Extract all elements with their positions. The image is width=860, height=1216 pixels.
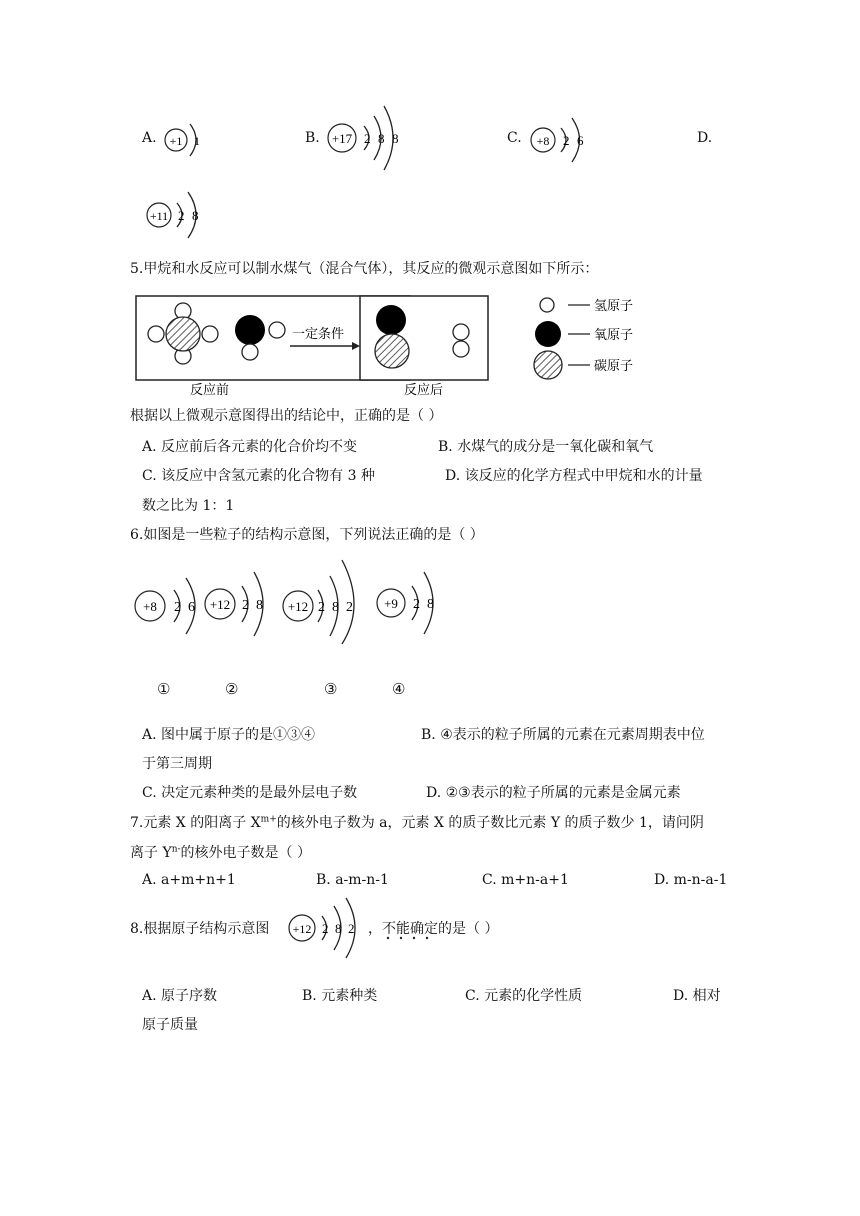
q4-c-shell-2: 6 xyxy=(577,133,584,148)
q8-emphasis-dots xyxy=(384,931,434,945)
q6-p2-nucleus: +12 xyxy=(209,597,231,612)
q4-d-nucleus: +11 xyxy=(149,209,169,223)
q8-option-b[interactable]: B. 元素种类 xyxy=(302,988,378,1004)
q7-option-c[interactable]: C. m+n-a+1 xyxy=(482,872,569,888)
h-atom xyxy=(453,341,469,357)
q6-p4-shell-2: 8 xyxy=(427,597,434,612)
q6-option-b[interactable]: B. ④表示的粒子所属的元素在元素周期表中位 xyxy=(421,727,705,743)
q8-shell-3: 2 xyxy=(348,921,355,936)
q6-p4-shell-1: 2 xyxy=(413,597,420,612)
after-box xyxy=(360,296,488,380)
q7-stem-line2: 离子 $Y^{n-}$的核外电子数是（ ） xyxy=(130,844,311,861)
arrow-label: 一定条件 xyxy=(292,326,345,341)
h-atom xyxy=(269,322,285,338)
legend-c-label: 碳原子 xyxy=(594,358,634,373)
q6-p3-shell-3: 2 xyxy=(346,600,353,615)
q4-a-shell-1: 1 xyxy=(194,134,200,148)
q6-particles-diagram xyxy=(130,556,460,646)
legend-h-label: 氢原子 xyxy=(594,298,634,313)
q4-b-shell-2: 8 xyxy=(378,131,385,146)
q4-option-b-diagram xyxy=(322,100,412,176)
q4-option-c-diagram xyxy=(527,108,597,172)
q7-option-a[interactable]: A. a+m+n+1 xyxy=(142,872,236,888)
q5-option-a[interactable]: A. 反应前后各元素的化合价均不变 xyxy=(142,439,358,455)
q6-p1-nucleus: +8 xyxy=(143,599,157,614)
q6-p1-shell-1: 2 xyxy=(174,600,181,615)
q8-option-d-cont: 原子质量 xyxy=(142,1017,198,1033)
legend-o-label: 氧原子 xyxy=(594,327,634,342)
h-atom xyxy=(242,344,258,360)
legend-c-swatch xyxy=(534,351,562,379)
after-label: 反应后 xyxy=(404,382,444,397)
legend-o-swatch xyxy=(535,321,561,347)
q7-sup-2: n- xyxy=(171,844,181,855)
q6-option-a[interactable]: A. 图中属于原子的是①③④ xyxy=(142,727,316,743)
q6-option-b-cont: 于第三周期 xyxy=(142,756,212,772)
q4-a-nucleus: +1 xyxy=(169,134,183,148)
q7-sup-1: m+ xyxy=(260,814,277,825)
q8-stem-b: ，不能确定的是（ ） xyxy=(368,921,499,937)
legend-h-swatch xyxy=(540,298,554,312)
q8-nucleus: +12 xyxy=(292,922,312,936)
q6-p3-shell-2: 8 xyxy=(332,600,339,615)
h-atom xyxy=(453,324,469,340)
q5-question: 根据以上微观示意图得出的结论中，正确的是（ ） xyxy=(130,408,443,424)
q6-option-c[interactable]: C. 决定元素种类的是最外层电子数 xyxy=(142,785,358,801)
q7-option-b[interactable]: B. a-m-n-1 xyxy=(316,872,389,888)
q5-reaction-diagram xyxy=(128,288,668,398)
q4-d-shell-1: 2 xyxy=(178,208,185,223)
q8-stem-a: 8.根据原子结构示意图 xyxy=(130,921,270,937)
q6-label-4: ④ xyxy=(392,680,406,698)
q8-option-a[interactable]: A. 原子序数 xyxy=(142,988,218,1004)
q6-p2-shell-1: 2 xyxy=(242,598,249,613)
q4-c-nucleus: +8 xyxy=(536,134,550,148)
q4-option-c-label: C. xyxy=(507,130,522,146)
q4-option-d-label: D. xyxy=(697,130,713,146)
q5-option-d-cont: 数之比为 1：1 xyxy=(142,498,235,514)
q6-p4-nucleus: +9 xyxy=(384,596,398,611)
q4-option-d-diagram xyxy=(142,186,212,248)
c-atom xyxy=(375,334,409,368)
q4-option-a-diagram xyxy=(160,112,220,168)
q8-option-c[interactable]: C. 元素的化学性质 xyxy=(465,988,583,1004)
q7-option-d[interactable]: D. m-n-a-1 xyxy=(654,872,728,888)
q8-shell-1: 2 xyxy=(322,921,329,936)
q5-option-d[interactable]: D. 该反应的化学方程式中甲烷和水的计量 xyxy=(445,468,703,484)
q6-p2-shell-2: 8 xyxy=(256,598,263,613)
q4-option-b-label: B. xyxy=(305,130,320,146)
q5-stem: 5.甲烷和水反应可以制水煤气（混合气体），其反应的微观示意图如下所示： xyxy=(130,261,599,277)
q4-b-shell-1: 2 xyxy=(364,131,371,146)
q4-b-nucleus: +17 xyxy=(331,131,353,146)
o-atom xyxy=(235,315,265,345)
before-label: 反应前 xyxy=(190,382,230,397)
q4-option-a-label: A. xyxy=(142,130,157,146)
q8-option-d[interactable]: D. 相对 xyxy=(673,988,721,1004)
q7-stem-line1: 7.元素 X 的阳离子 $X^{m+}$的核外电子数为 a，元素 X 的质子数比元素 Y 的质子数少 1，请问阴 xyxy=(130,814,704,831)
q6-label-1: ① xyxy=(157,680,171,698)
q6-label-2: ② xyxy=(225,680,239,698)
h-atom xyxy=(148,326,164,342)
q4-d-shell-2: 8 xyxy=(192,208,199,223)
q6-p3-nucleus: +12 xyxy=(287,599,309,614)
q4-b-shell-3: 8 xyxy=(392,131,399,146)
q5-option-b[interactable]: B. 水煤气的成分是一氧化碳和氧气 xyxy=(438,439,654,455)
q6-p3-shell-1: 2 xyxy=(318,600,325,615)
h-atom xyxy=(202,326,218,342)
q6-option-d[interactable]: D. ②③表示的粒子所属的元素是金属元素 xyxy=(426,785,681,801)
o-atom xyxy=(376,305,406,335)
q4-c-shell-1: 2 xyxy=(563,133,570,148)
q8-atom-diagram xyxy=(284,896,374,960)
c-atom xyxy=(166,317,200,351)
q8-shell-2: 8 xyxy=(335,921,342,936)
q6-stem: 6.如图是一些粒子的结构示意图，下列说法正确的是（ ） xyxy=(130,527,484,543)
q6-label-3: ③ xyxy=(324,680,338,698)
q5-option-c[interactable]: C. 该反应中含氢元素的化合物有 3 种 xyxy=(142,468,375,484)
q6-p1-shell-2: 6 xyxy=(188,600,195,615)
